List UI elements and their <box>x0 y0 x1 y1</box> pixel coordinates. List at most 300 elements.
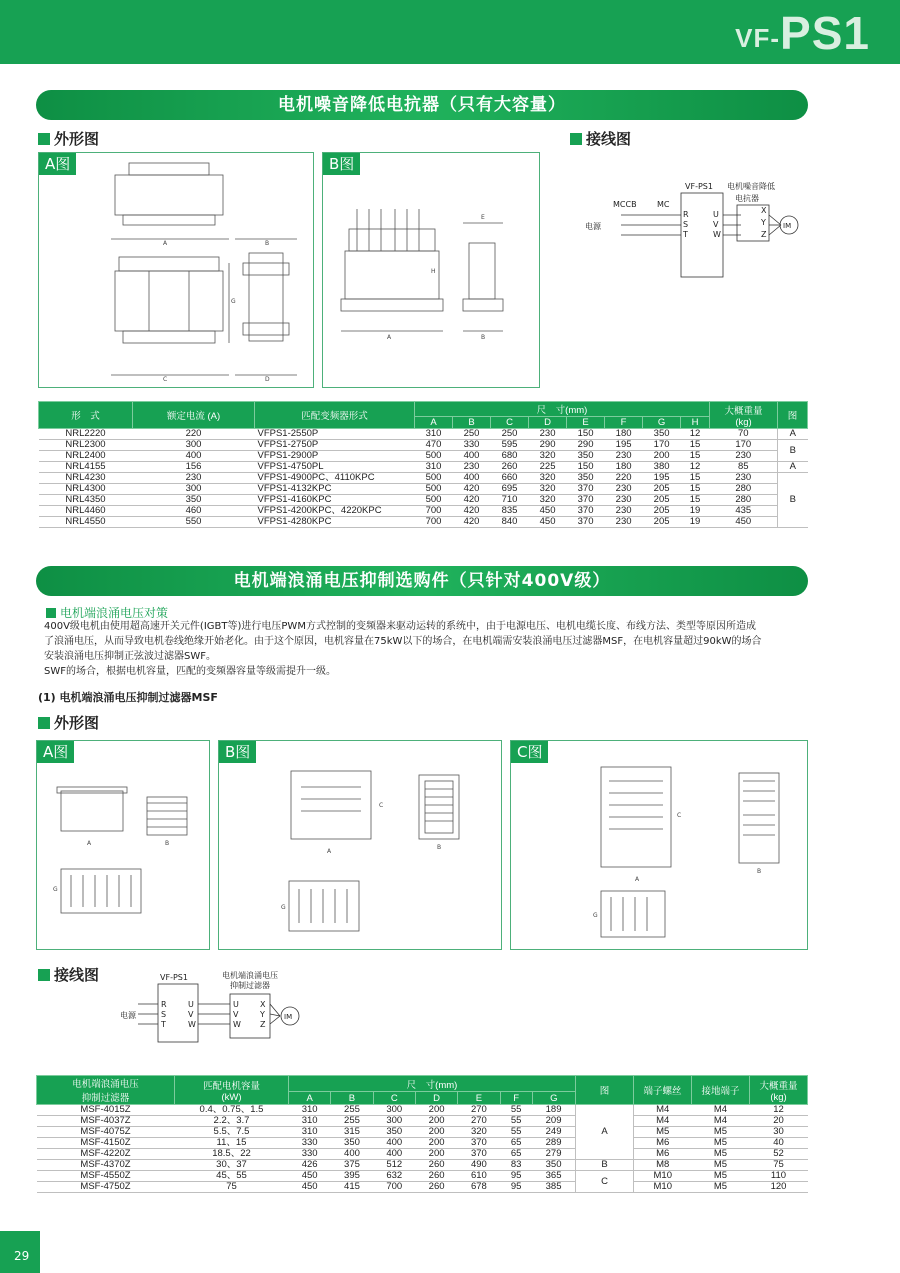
t1-dim-col: D <box>529 417 567 429</box>
t2-header-fig: 图 <box>576 1076 634 1105</box>
table-cell: NRL2220 <box>39 429 133 440</box>
svg-text:电机端浪涌电压: 电机端浪涌电压 <box>222 971 278 980</box>
page-number: 29 <box>0 1231 40 1273</box>
s1-figure-b <box>322 152 540 388</box>
table-cell: 170 <box>710 440 778 451</box>
svg-text:W: W <box>713 230 721 239</box>
s2-figure-b-tag: B图 <box>219 741 256 763</box>
table-cell: 678 <box>458 1182 500 1193</box>
table-cell: 156 <box>133 462 255 473</box>
table-cell: 40 <box>750 1138 808 1149</box>
svg-text:A: A <box>163 240 168 247</box>
table-cell: 200 <box>415 1149 457 1160</box>
svg-text:G: G <box>281 904 286 911</box>
table-cell: 310 <box>289 1105 331 1116</box>
table-cell: 470 <box>415 440 453 451</box>
table-cell: NRL4460 <box>39 506 133 517</box>
table-cell: M4 <box>692 1105 750 1116</box>
svg-text:V: V <box>188 1010 194 1019</box>
svg-text:W: W <box>233 1020 241 1029</box>
table-cell: 230 <box>529 429 567 440</box>
table-cell: 370 <box>458 1138 500 1149</box>
svg-text:S: S <box>161 1010 167 1019</box>
t1-dim-col: A <box>415 417 453 429</box>
table-cell: 195 <box>643 473 681 484</box>
table-cell: 350 <box>373 1127 415 1138</box>
svg-text:C: C <box>163 376 168 383</box>
table-cell: 205 <box>643 484 681 495</box>
svg-text:H: H <box>431 268 436 275</box>
brand-logo: VF-PS1 <box>735 7 870 59</box>
s2-item1: (1) 电机端浪涌电压抑制过滤器MSF <box>38 691 218 704</box>
svg-text:C: C <box>379 802 384 809</box>
t2-dim-col: G <box>532 1092 575 1105</box>
table-cell: 680 <box>491 451 529 462</box>
t2-header-model: 电机端浪涌电压 抑制过滤器 <box>37 1076 175 1105</box>
table-cell: 260 <box>491 462 529 473</box>
table-cell: VFPS1-2550P <box>255 429 415 440</box>
s2-outline-heading: 外形图 <box>38 712 99 733</box>
table-cell: 110 <box>750 1171 808 1182</box>
table-cell: 95 <box>500 1182 532 1193</box>
svg-text:V: V <box>713 220 719 229</box>
table-cell: 75 <box>175 1182 289 1193</box>
svg-text:B: B <box>437 844 442 851</box>
table-cell: VFPS1-4160KPC <box>255 495 415 506</box>
s2-subhead: 电机端浪涌电压对策 <box>46 604 168 621</box>
table-cell: A <box>778 429 808 440</box>
table-cell: 500 <box>415 495 453 506</box>
msf-spec-table <box>36 1075 808 1193</box>
svg-text:X: X <box>761 206 767 215</box>
svg-text:IM: IM <box>284 1013 293 1021</box>
svg-text:V: V <box>233 1010 239 1019</box>
table-cell: 170 <box>643 440 681 451</box>
table-cell: 205 <box>643 506 681 517</box>
table-cell: 150 <box>567 462 605 473</box>
table-cell: 500 <box>415 484 453 495</box>
t1-dim-col: E <box>567 417 605 429</box>
s2-figure-b-drawing <box>219 741 501 949</box>
table-cell: 230 <box>605 484 643 495</box>
t2-dim-col: B <box>331 1092 373 1105</box>
table-cell: VFPS1-4132KPC <box>255 484 415 495</box>
s1-figure-a <box>38 152 314 388</box>
table-cell: MSF-4150Z <box>37 1138 175 1149</box>
t1-header-current: 额定电流 (A) <box>133 402 255 429</box>
table-cell: 2.2、3.7 <box>175 1116 289 1127</box>
table-cell: 700 <box>415 506 453 517</box>
table-cell: 450 <box>529 506 567 517</box>
table-cell: 280 <box>710 495 778 506</box>
t1-dim-col: F <box>605 417 643 429</box>
table-cell: 370 <box>567 484 605 495</box>
table-cell: VFPS1-2750P <box>255 440 415 451</box>
table-row <box>37 1171 808 1182</box>
table-cell: M4 <box>692 1116 750 1127</box>
table-cell: 435 <box>710 506 778 517</box>
table-row <box>37 1149 808 1160</box>
table-cell: NRL4300 <box>39 484 133 495</box>
table-cell: 450 <box>289 1182 331 1193</box>
table-cell: 350 <box>532 1160 575 1171</box>
table-cell: 500 <box>415 451 453 462</box>
svg-text:电抗器: 电抗器 <box>735 194 759 203</box>
table-cell: M5 <box>692 1138 750 1149</box>
table-cell: 426 <box>289 1160 331 1171</box>
table-cell: 15 <box>681 495 710 506</box>
table-cell: 189 <box>532 1105 575 1116</box>
table-cell: 230 <box>710 473 778 484</box>
t2-dim-col: F <box>500 1092 532 1105</box>
table-row <box>37 1160 808 1171</box>
table-cell: 365 <box>532 1171 575 1182</box>
table-cell: 45、55 <box>175 1171 289 1182</box>
table-cell: 420 <box>453 517 491 528</box>
table-cell: 300 <box>373 1105 415 1116</box>
svg-text:D: D <box>265 376 270 383</box>
table-cell: VFPS1-4280KPC <box>255 517 415 528</box>
table-cell: 415 <box>331 1182 373 1193</box>
t1-dim-col: H <box>681 417 710 429</box>
table-cell: 290 <box>567 440 605 451</box>
t1-header-weight: 大概重量 (kg) <box>710 402 778 429</box>
table-cell: 52 <box>750 1149 808 1160</box>
table-cell: 230 <box>605 517 643 528</box>
table-cell: 450 <box>710 517 778 528</box>
reactor-spec-table <box>38 401 808 528</box>
table-row <box>39 484 808 495</box>
svg-text:VF-PS1: VF-PS1 <box>685 182 713 191</box>
svg-text:T: T <box>683 230 688 239</box>
s1-figure-a-tag: A图 <box>39 153 76 175</box>
svg-text:MCCB: MCCB <box>613 200 637 209</box>
table-cell: 15 <box>681 451 710 462</box>
svg-text:VF-PS1: VF-PS1 <box>160 973 188 982</box>
table-cell: 700 <box>373 1182 415 1193</box>
table-cell: 55 <box>500 1127 532 1138</box>
t1-header-dims: 尺 寸(mm) <box>415 402 710 417</box>
table-cell: 632 <box>373 1171 415 1182</box>
table-cell: 83 <box>500 1160 532 1171</box>
svg-text:电机噪音降低: 电机噪音降低 <box>727 182 775 191</box>
table-cell: 255 <box>331 1116 373 1127</box>
table-cell: 18.5、22 <box>175 1149 289 1160</box>
table-cell: 500 <box>415 473 453 484</box>
svg-text:T: T <box>161 1020 166 1029</box>
table-cell: M10 <box>634 1182 692 1193</box>
s2-figure-c-tag: C图 <box>511 741 548 763</box>
s2-figure-b <box>218 740 502 950</box>
table-row <box>37 1116 808 1127</box>
table-cell: 370 <box>458 1149 500 1160</box>
table-cell: 320 <box>458 1127 500 1138</box>
s2-wiring-heading: 接线图 <box>38 964 99 985</box>
t1-header-model: 形 式 <box>39 402 133 429</box>
svg-text:B: B <box>481 334 486 341</box>
svg-text:R: R <box>683 210 689 219</box>
table-cell: 250 <box>491 429 529 440</box>
table-cell: MSF-4370Z <box>37 1160 175 1171</box>
table-row <box>39 473 808 484</box>
table-row <box>37 1182 808 1193</box>
table-cell: 595 <box>491 440 529 451</box>
table-cell: 350 <box>331 1138 373 1149</box>
table-cell: MSF-4075Z <box>37 1127 175 1138</box>
table-cell: 270 <box>458 1116 500 1127</box>
table-cell: 300 <box>373 1116 415 1127</box>
table-cell: M10 <box>634 1171 692 1182</box>
table-cell: 260 <box>415 1160 457 1171</box>
table-cell: 400 <box>373 1138 415 1149</box>
table-cell: B <box>778 473 808 528</box>
table-cell: 380 <box>643 462 681 473</box>
table-cell: 610 <box>458 1171 500 1182</box>
table-cell: 460 <box>133 506 255 517</box>
table-cell: 200 <box>415 1127 457 1138</box>
table-cell: M5 <box>692 1171 750 1182</box>
svg-text:MC: MC <box>657 200 670 209</box>
table-cell: 230 <box>453 462 491 473</box>
svg-text:A: A <box>87 840 92 847</box>
table-cell: 19 <box>681 506 710 517</box>
svg-text:G: G <box>593 912 598 919</box>
table-cell: 310 <box>289 1127 331 1138</box>
table-cell: 350 <box>133 495 255 506</box>
t2-dim-col: E <box>458 1092 500 1105</box>
s1-outline-heading: 外形图 <box>38 128 99 149</box>
table-cell: A <box>576 1105 634 1160</box>
table-cell: M5 <box>692 1149 750 1160</box>
table-row <box>39 429 808 440</box>
table-cell: 95 <box>500 1171 532 1182</box>
table-cell: M5 <box>692 1160 750 1171</box>
table-cell: VFPS1-4900PC、4110KPC <box>255 473 415 484</box>
table-cell: 450 <box>289 1171 331 1182</box>
table-cell: 5.5、7.5 <box>175 1127 289 1138</box>
svg-text:R: R <box>161 1000 167 1009</box>
svg-text:W: W <box>188 1020 196 1029</box>
table-row <box>39 506 808 517</box>
table-cell: 85 <box>710 462 778 473</box>
s2-figure-c <box>510 740 808 950</box>
svg-text:抑制过滤器: 抑制过滤器 <box>230 981 270 990</box>
table-cell: 15 <box>681 484 710 495</box>
table-cell: 150 <box>567 429 605 440</box>
table-cell: 490 <box>458 1160 500 1171</box>
table-cell: M4 <box>634 1116 692 1127</box>
svg-text:U: U <box>713 210 719 219</box>
s1-wiring-heading: 接线图 <box>570 128 631 149</box>
table-cell: 375 <box>331 1160 373 1171</box>
table-cell: 70 <box>710 429 778 440</box>
t1-header-inverter: 匹配变频器形式 <box>255 402 415 429</box>
svg-text:X: X <box>260 1000 266 1009</box>
svg-text:B: B <box>165 840 170 847</box>
table-cell: B <box>778 440 808 462</box>
s2-figure-a-drawing <box>37 741 209 949</box>
t2-header-term: 端子螺丝 <box>634 1076 692 1105</box>
table-cell: 250 <box>453 429 491 440</box>
svg-text:G: G <box>231 298 236 305</box>
table-cell: 350 <box>567 473 605 484</box>
table-cell: 19 <box>681 517 710 528</box>
table-cell: 660 <box>491 473 529 484</box>
table-cell: 209 <box>532 1116 575 1127</box>
s2-figure-a <box>36 740 210 950</box>
svg-text:IM: IM <box>783 222 792 230</box>
table-cell: 65 <box>500 1138 532 1149</box>
table-cell: 300 <box>133 440 255 451</box>
svg-text:U: U <box>233 1000 239 1009</box>
table-cell: NRL4550 <box>39 517 133 528</box>
table-cell: 220 <box>605 473 643 484</box>
table-row <box>39 440 808 451</box>
table-row <box>37 1138 808 1149</box>
table-cell: 300 <box>133 484 255 495</box>
table-cell: VFPS1-4750PL <box>255 462 415 473</box>
svg-text:U: U <box>188 1000 194 1009</box>
table-cell: VFPS1-2900P <box>255 451 415 462</box>
table-cell: 289 <box>532 1138 575 1149</box>
table-cell: 260 <box>415 1182 457 1193</box>
table-cell: VFPS1-4200KPC、4220KPC <box>255 506 415 517</box>
table-cell: 180 <box>605 429 643 440</box>
table-cell: 420 <box>453 506 491 517</box>
table-cell: 370 <box>567 506 605 517</box>
table-cell: B <box>576 1160 634 1171</box>
svg-text:Y: Y <box>260 1010 265 1019</box>
table-cell: 320 <box>529 484 567 495</box>
table-cell: 840 <box>491 517 529 528</box>
table-row <box>39 495 808 506</box>
table-cell: 320 <box>529 473 567 484</box>
t1-dim-col: C <box>491 417 529 429</box>
table-cell: 55 <box>500 1116 532 1127</box>
table-cell: 15 <box>681 473 710 484</box>
table-cell: 200 <box>415 1138 457 1149</box>
table-cell: 330 <box>289 1149 331 1160</box>
table-cell: 310 <box>415 462 453 473</box>
table-cell: NRL4155 <box>39 462 133 473</box>
table-cell: MSF-4750Z <box>37 1182 175 1193</box>
table-cell: M8 <box>634 1160 692 1171</box>
table-cell: 279 <box>532 1149 575 1160</box>
svg-text:G: G <box>53 886 58 893</box>
svg-text:C: C <box>677 812 682 819</box>
t1-dim-col: B <box>453 417 491 429</box>
table-cell: M4 <box>634 1105 692 1116</box>
table-cell: 200 <box>643 451 681 462</box>
table-cell: 310 <box>289 1116 331 1127</box>
table-cell: 230 <box>605 506 643 517</box>
table-cell: 350 <box>567 451 605 462</box>
table-cell: 320 <box>529 451 567 462</box>
table-cell: NRL4350 <box>39 495 133 506</box>
table-cell: 20 <box>750 1116 808 1127</box>
table-cell: 310 <box>415 429 453 440</box>
svg-text:S: S <box>683 220 689 229</box>
table-cell: 700 <box>415 517 453 528</box>
table-cell: 400 <box>133 451 255 462</box>
table-cell: 12 <box>750 1105 808 1116</box>
t2-dim-col: D <box>415 1092 457 1105</box>
t1-header-fig: 图 <box>778 402 808 429</box>
table-cell: 11、15 <box>175 1138 289 1149</box>
s1-wiring-diagram <box>585 175 815 285</box>
table-cell: 400 <box>453 451 491 462</box>
table-row <box>39 451 808 462</box>
table-cell: 230 <box>605 451 643 462</box>
table-cell: 350 <box>643 429 681 440</box>
table-cell: 330 <box>289 1138 331 1149</box>
table-cell: 205 <box>643 517 681 528</box>
table-cell: 400 <box>373 1149 415 1160</box>
table-cell: 75 <box>750 1160 808 1171</box>
t2-header-dims: 尺 寸(mm) <box>289 1076 576 1092</box>
table-cell: 385 <box>532 1182 575 1193</box>
svg-text:电源: 电源 <box>120 1011 136 1020</box>
t2-header-ground: 接地端子 <box>692 1076 750 1105</box>
svg-text:E: E <box>481 214 485 221</box>
table-cell: 315 <box>331 1127 373 1138</box>
svg-text:B: B <box>757 868 762 875</box>
svg-text:Z: Z <box>761 230 767 239</box>
t2-header-capacity: 匹配电机容量 (kW) <box>175 1076 289 1105</box>
s1-figure-a-drawing <box>39 153 313 387</box>
s1-figure-b-tag: B图 <box>323 153 360 175</box>
s1-figure-b-drawing <box>323 153 539 387</box>
table-cell: 420 <box>453 484 491 495</box>
table-cell: 180 <box>605 462 643 473</box>
section1-title: 电机噪音降低电抗器（只有大容量） <box>36 90 808 120</box>
svg-text:B: B <box>265 240 270 247</box>
table-cell: 120 <box>750 1182 808 1193</box>
table-cell: 230 <box>605 495 643 506</box>
table-cell: 835 <box>491 506 529 517</box>
table-cell: 12 <box>681 462 710 473</box>
table-cell: 225 <box>529 462 567 473</box>
table-cell: 255 <box>331 1105 373 1116</box>
table-row <box>39 462 808 473</box>
table-cell: MSF-4015Z <box>37 1105 175 1116</box>
table-cell: 330 <box>453 440 491 451</box>
table-cell: 230 <box>710 451 778 462</box>
table-cell: C <box>576 1171 634 1193</box>
table-cell: 400 <box>331 1149 373 1160</box>
table-cell: 200 <box>415 1116 457 1127</box>
table-cell: 395 <box>331 1171 373 1182</box>
header-bar <box>0 0 900 64</box>
table-cell: 249 <box>532 1127 575 1138</box>
table-cell: 400 <box>453 473 491 484</box>
table-cell: 290 <box>529 440 567 451</box>
table-cell: 230 <box>133 473 255 484</box>
table-cell: 270 <box>458 1105 500 1116</box>
s2-figure-c-drawing <box>511 741 807 949</box>
table-cell: 420 <box>453 495 491 506</box>
table-cell: M5 <box>692 1182 750 1193</box>
table-cell: M6 <box>634 1138 692 1149</box>
table-cell: 220 <box>133 429 255 440</box>
svg-text:Y: Y <box>761 218 766 227</box>
table-cell: 205 <box>643 495 681 506</box>
table-cell: NRL2300 <box>39 440 133 451</box>
table-row <box>37 1127 808 1138</box>
t1-dim-col: G <box>643 417 681 429</box>
svg-text:A: A <box>327 848 332 855</box>
table-cell: MSF-4037Z <box>37 1116 175 1127</box>
